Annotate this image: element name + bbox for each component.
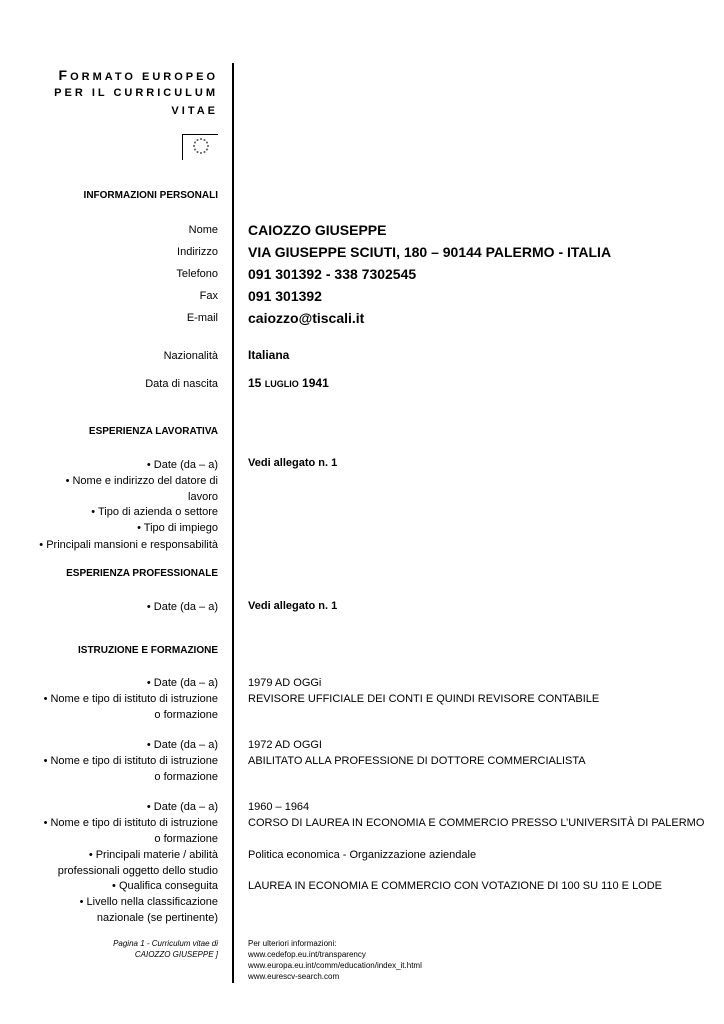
birth-date-value: 15 LUGLIO 1941 bbox=[248, 376, 329, 390]
email-value[interactable]: caiozzo@tiscali.it bbox=[248, 310, 365, 326]
work-dates-value: Vedi allegato n. 1 bbox=[248, 457, 338, 469]
work-duties-label: • Principali mansioni e responsabilità bbox=[39, 539, 218, 551]
edu-3-institution-label: • Nome e tipo di istituto di istruzione o formazione bbox=[43, 817, 218, 845]
edu-subjects-label: • Principali materie / abilità professionali oggetto dello studio bbox=[57, 849, 218, 877]
edu-3-dates-value: 1960 – 1964 bbox=[248, 801, 310, 813]
edu-3-institution-value: CORSO DI LAUREA IN ECONOMIA E COMMERCIO PRESSO L’UNIVERSITÀ DI PALERMO bbox=[248, 817, 705, 829]
footer-page-line-2: CAIOZZO GIUSEPPE ] bbox=[134, 950, 218, 959]
work-employer-label: • Nome e indirizzo del datore di lavoro bbox=[65, 475, 218, 503]
name-value: CAIOZZO GIUSEPPE bbox=[248, 222, 387, 238]
section-personal-info: INFORMAZIONI PERSONALI bbox=[83, 190, 218, 201]
edu-1-dates-value: 1979 AD OGGi bbox=[248, 677, 322, 689]
edu-3-dates-label: • Date (da – a) bbox=[146, 801, 218, 813]
address-value: VIA GIUSEPPE SCIUTI, 180 – 90144 PALERMO - ITALIA bbox=[248, 244, 612, 260]
footer-links bbox=[248, 938, 422, 982]
section-work-experience: ESPERIENZA LAVORATIVA bbox=[88, 426, 218, 437]
title-line-3: VITAE bbox=[171, 105, 218, 117]
professional-dates-label: • Date (da – a) bbox=[146, 601, 218, 613]
title-line-2: PER IL CURRICULUM bbox=[54, 87, 218, 99]
edu-2-dates-label: • Date (da – a) bbox=[146, 739, 218, 751]
birth-date-label: Data di nascita bbox=[145, 378, 218, 390]
edu-subjects-value: Politica economica - Organizzazione aziendale bbox=[248, 849, 477, 861]
work-job-label: • Tipo di impiego bbox=[137, 522, 218, 534]
edu-qualification-label: • Qualifica conseguita bbox=[112, 880, 218, 892]
edu-level-label: • Livello nella classificazione nazionale (se pertinente) bbox=[79, 896, 218, 924]
professional-dates-value: Vedi allegato n. 1 bbox=[248, 600, 338, 612]
edu-2-institution-value: ABILITATO ALLA PROFESSIONE DI DOTTORE COMMERCIALISTA bbox=[248, 755, 586, 767]
address-label: Indirizzo bbox=[177, 246, 218, 258]
eu-flag-icon bbox=[182, 134, 218, 160]
section-professional-experience: ESPERIENZA PROFESSIONALE bbox=[66, 568, 218, 579]
section-education: ISTRUZIONE E FORMAZIONE bbox=[78, 645, 218, 656]
edu-2-institution-label: • Nome e tipo di istituto di istruzione o formazione bbox=[43, 755, 218, 783]
fax-label: Fax bbox=[199, 290, 218, 302]
footer-link-europa[interactable]: www.europa.eu.int/comm/education/index_it.html bbox=[248, 961, 422, 970]
phone-value: 091 301392 - 338 7302545 bbox=[248, 266, 417, 282]
footer-link-cedefop[interactable]: www.cedefop.eu.int/transparency bbox=[248, 950, 366, 959]
work-sector-label: • Tipo di azienda o settore bbox=[91, 506, 218, 518]
edu-1-institution-label: • Nome e tipo di istituto di istruzione o formazione bbox=[43, 693, 218, 721]
title-line-1: FORMATO EUROPEO bbox=[58, 67, 218, 83]
edu-1-dates-label: • Date (da – a) bbox=[146, 677, 218, 689]
edu-2-dates-value: 1972 AD OGGI bbox=[248, 739, 322, 751]
nationality-value: Italiana bbox=[248, 348, 290, 362]
edu-1-institution-value: REVISORE UFFICIALE DEI CONTI E QUINDI REVISORE CONTABILE bbox=[248, 693, 600, 705]
footer-info-title: Per ulteriori informazioni: bbox=[248, 939, 337, 948]
name-label: Nome bbox=[188, 224, 218, 236]
work-dates-label: • Date (da – a) bbox=[146, 459, 218, 471]
footer-link-eurescv[interactable]: www.eurescv-search.com bbox=[248, 972, 340, 981]
edu-qualification-value: LAUREA IN ECONOMIA E COMMERCIO CON VOTAZIONE DI 100 SU 110 E LODE bbox=[248, 880, 663, 892]
footer-page-info bbox=[113, 938, 218, 960]
phone-label: Telefono bbox=[176, 268, 218, 280]
footer-page-line-1: Pagina 1 - Curriculum vitae di bbox=[113, 939, 218, 948]
email-label: E-mail bbox=[186, 312, 218, 324]
nationality-label: Nazionalità bbox=[163, 350, 218, 362]
vertical-divider bbox=[232, 63, 234, 983]
fax-value: 091 301392 bbox=[248, 288, 322, 304]
